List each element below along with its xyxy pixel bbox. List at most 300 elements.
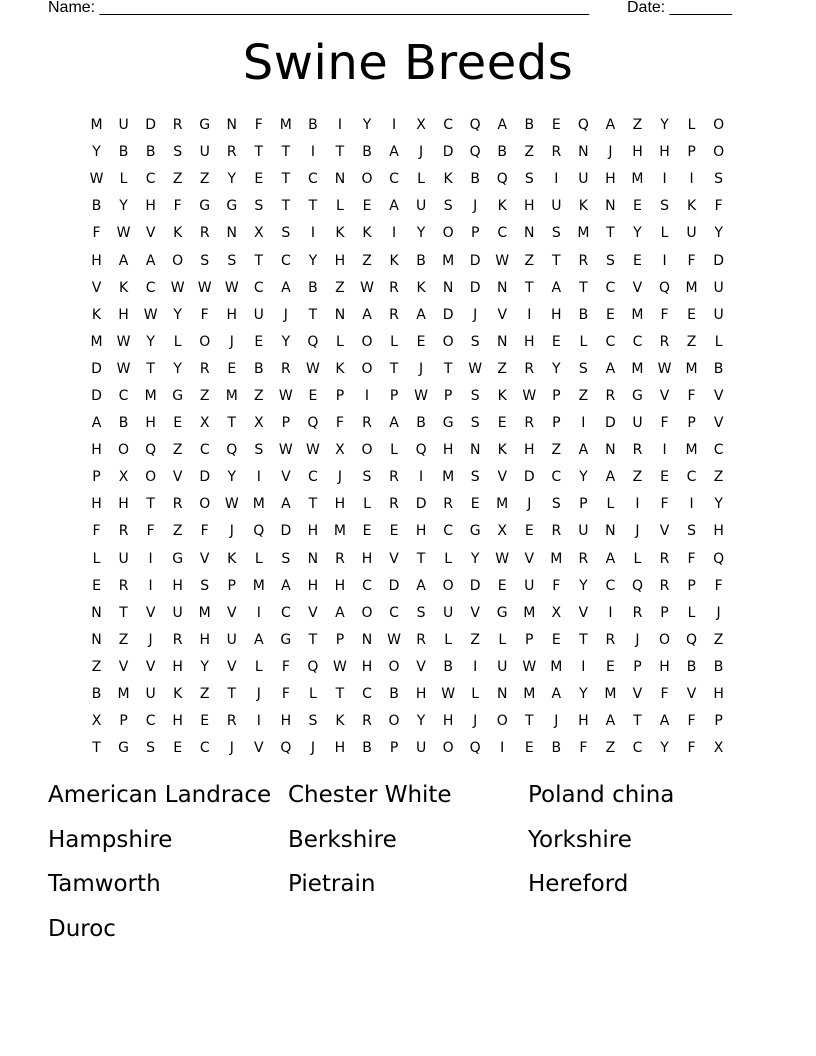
grid-cell: W [360,279,374,296]
grid-cell: R [389,279,399,296]
word-list-item: Hampshire [48,826,173,853]
word-list-item: Berkshire [288,826,397,853]
grid-cell: B [686,658,697,675]
grid-cell: R [659,550,670,567]
grid-cell: C [280,252,291,269]
grid-row [83,329,732,356]
grid-cell: J [608,144,613,161]
grid-cell: K [173,686,183,703]
grid-cell: C [497,225,508,242]
grid-cell: I [689,171,694,188]
grid-cell: D [415,496,427,513]
grid-cell: H [415,523,427,540]
grid-cell: L [308,686,317,703]
grid-cell: E [416,333,426,350]
grid-cell: F [92,523,101,540]
grid-cell: L [390,442,398,459]
grid-cell: W [116,225,131,242]
grid-cell: H [551,306,562,323]
grid-cell: A [335,604,345,621]
grid-cell: E [497,415,507,432]
grid-cell: M [252,496,265,513]
grid-cell: A [551,686,562,703]
grid-cell: S [687,523,696,540]
grid-row [83,518,732,545]
grid-cell: B [91,198,102,215]
grid-cell: J [256,686,261,703]
grid-cell: V [308,604,318,621]
grid-cell: D [523,469,535,486]
grid-cell: Y [281,333,291,350]
grid-cell: F [552,577,561,594]
grid-cell: H [713,523,724,540]
grid-cell: E [362,523,372,540]
grid-row [83,112,732,139]
grid-cell: G [226,198,238,215]
grid-row [83,681,732,708]
grid-cell: N [524,225,535,242]
grid-cell: D [145,117,156,134]
grid-cell: J [419,360,424,377]
grid-cell: L [471,686,480,703]
grid-cell: H [145,198,156,215]
grid-cell: Q [307,333,319,350]
grid-cell: Z [551,442,562,459]
grid-cell: F [254,117,263,134]
grid-cell: H [361,658,373,675]
grid-cell: Y [146,333,155,350]
grid-cell: E [173,740,183,757]
grid-cell: E [92,577,101,594]
grid-cell: F [687,550,696,567]
grid-cell: H [307,523,319,540]
grid-cell: B [416,415,426,432]
grid-cell: X [118,469,129,486]
grid-cell: A [605,117,616,134]
grid-cell: H [524,198,535,215]
grid-cell: T [92,740,101,757]
grid-cell: P [552,387,561,404]
grid-cell: A [389,144,399,161]
grid-cell: F [660,415,669,432]
grid-cell: R [659,577,670,594]
grid-cell: M [631,360,644,377]
grid-cell: E [524,740,534,757]
grid-row [83,600,732,627]
grid-cell: Q [658,279,671,296]
grid-cell: W [387,631,401,648]
name-field-label: Name: _______________________________________________________ [48,0,589,16]
grid-cell: F [687,387,696,404]
grid-cell: H [280,713,292,730]
grid-cell: V [254,740,264,757]
grid-cell: J [635,523,640,540]
grid-cell: P [687,415,696,432]
grid-cell: E [470,496,480,513]
grid-cell: J [716,604,721,621]
grid-cell: O [361,333,373,350]
grid-cell: Y [714,225,723,242]
grid-cell: N [605,198,616,215]
grid-cell: L [336,198,344,215]
grid-cell: M [523,604,536,621]
grid-cell: R [443,496,453,513]
grid-cell: A [605,550,616,567]
grid-cell: I [554,171,559,188]
grid-cell: O [361,604,373,621]
grid-cell: H [415,686,427,703]
grid-cell: N [91,631,102,648]
grid-cell: T [281,144,291,161]
grid-cell: N [334,306,346,323]
grid-row [83,193,732,220]
grid-cell: H [334,740,346,757]
grid-cell: C [308,469,318,486]
grid-cell: E [254,171,264,188]
grid-cell: T [281,171,291,188]
grid-cell: B [118,144,129,161]
grid-cell: Z [91,658,102,675]
word-list-item: Duroc [48,915,116,942]
grid-cell: R [226,144,237,161]
grid-cell: O [496,713,508,730]
grid-cell: B [389,686,399,703]
grid-cell: N [307,550,319,567]
grid-cell: R [226,713,237,730]
grid-cell: D [280,523,292,540]
grid-cell: R [551,144,562,161]
word-list-item: Yorkshire [528,826,632,853]
grid-cell: V [470,604,480,621]
grid-row [83,302,732,329]
grid-cell: U [253,306,264,323]
grid-cell: X [199,415,210,432]
grid-cell: A [281,279,291,296]
word-list-item: Poland china [528,782,675,808]
grid-cell: L [633,550,642,567]
grid-cell: U [172,604,183,621]
grid-cell: N [605,442,616,459]
grid-cell: C [118,387,129,404]
grid-cell: A [416,577,426,594]
grid-cell: Q [280,740,292,757]
letter-grid [83,112,732,762]
grid-cell: V [524,550,535,567]
grid-cell: L [687,117,696,134]
grid-cell: T [335,686,345,703]
grid-cell: Q [496,171,508,188]
grid-cell: R [172,631,183,648]
grid-cell: M [198,604,211,621]
grid-cell: E [687,306,696,323]
grid-cell: U [118,117,129,134]
grid-cell: S [281,550,291,567]
grid-cell: Y [362,117,372,134]
grid-cell: T [146,496,155,513]
grid-cell: L [444,550,453,567]
word-bank [48,780,768,958]
grid-cell: V [281,469,291,486]
grid-row [83,491,732,518]
grid-cell: J [554,713,559,730]
grid-cell: I [256,469,261,486]
grid-cell: S [470,333,480,350]
grid-cell: P [92,469,101,486]
grid-cell: E [660,469,669,486]
grid-cell: C [362,577,372,594]
grid-cell: Z [172,442,183,459]
grid-cell: X [91,713,102,730]
grid-cell: A [389,198,399,215]
grid-cell: J [473,713,478,730]
grid-cell: I [337,117,343,134]
grid-cell: K [686,198,697,215]
grid-cell: L [254,550,263,567]
grid-cell: Z [713,631,724,648]
grid-cell: R [362,415,372,432]
grid-cell: D [469,252,481,269]
grid-cell: N [334,171,346,188]
grid-cell: Q [469,117,481,134]
grid-cell: I [662,442,667,459]
grid-cell: Y [552,360,561,377]
grid-cell: U [145,686,156,703]
grid-cell: Y [227,469,237,486]
grid-cell: W [305,442,320,459]
grid-cell: S [551,225,561,242]
grid-cell: K [227,550,237,567]
grid-cell: M [550,658,563,675]
grid-cell: D [469,279,481,296]
grid-cell: V [497,469,508,486]
grid-cell: E [497,577,507,594]
grid-cell: P [470,225,480,242]
grid-cell: G [172,550,184,567]
grid-cell: H [713,686,724,703]
grid-row [83,627,732,654]
grid-cell: Y [173,360,182,377]
grid-cell: Y [714,496,723,513]
grid-cell: U [415,198,427,215]
grid-cell: Z [335,279,345,296]
grid-cell: C [145,713,156,730]
grid-cell: L [417,171,425,188]
grid-cell: M [225,387,238,404]
grid-cell: K [497,387,507,404]
grid-cell: R [551,523,562,540]
grid-cell: Z [524,144,535,161]
grid-cell: W [657,360,672,377]
grid-cell: H [605,171,616,188]
grid-cell: A [281,577,291,594]
word-list-item: Tamworth [48,871,161,897]
grid-cell: Y [308,252,318,269]
grid-cell: P [389,387,399,404]
grid-cell: W [116,333,131,350]
grid-cell: V [199,550,210,567]
grid-cell: E [362,198,372,215]
grid-cell: A [416,306,426,323]
grid-cell: L [714,333,723,350]
grid-cell: O [361,442,373,459]
grid-cell: Z [254,387,264,404]
grid-cell: C [253,279,264,296]
grid-cell: W [495,550,510,567]
grid-cell: R [605,631,616,648]
grid-cell: Z [470,631,480,648]
grid-cell: C [199,740,210,757]
grid-cell: W [414,387,428,404]
grid-cell: X [254,415,264,432]
grid-cell: K [578,198,588,215]
grid-cell: K [335,225,345,242]
grid-row [83,546,732,573]
grid-cell: U [713,279,724,296]
grid-cell: M [442,252,455,269]
grid-cell: P [579,496,588,513]
grid-cell: H [226,306,238,323]
grid-cell: M [90,333,103,350]
grid-cell: U [713,306,724,323]
grid-cell: G [172,387,184,404]
grid-cell: R [416,631,426,648]
grid-cell: H [334,496,346,513]
grid-cell: W [89,171,104,188]
grid-cell: K [497,442,507,459]
grid-cell: L [579,333,588,350]
grid-row [83,410,732,437]
grid-cell: Y [633,225,642,242]
grid-row [83,275,732,302]
word-list-item: Pietrain [288,871,376,897]
grid-cell: A [118,252,129,269]
grid-cell: L [498,631,507,648]
grid-cell: Y [579,686,588,703]
grid-cell: L [660,225,669,242]
grid-cell: F [173,198,182,215]
grid-cell: I [310,144,315,161]
grid-cell: J [419,144,424,161]
grid-cell: P [119,713,128,730]
grid-cell: L [173,333,182,350]
grid-cell: I [256,713,261,730]
grid-cell: I [635,496,640,513]
grid-cell: Y [660,740,669,757]
grid-cell: U [497,658,508,675]
grid-cell: S [524,171,534,188]
grid-cell: X [335,442,345,459]
grid-cell: J [229,740,234,757]
grid-cell: Y [660,117,669,134]
grid-cell: Y [200,658,209,675]
grid-cell: G [199,198,211,215]
grid-cell: P [687,577,696,594]
grid-cell: N [226,225,237,242]
grid-cell: H [334,577,346,594]
grid-row [83,139,732,166]
grid-cell: M [117,686,130,703]
grid-cell: F [660,306,669,323]
grid-cell: B [713,658,724,675]
grid-cell: E [551,117,561,134]
grid-cell: I [527,306,532,323]
grid-cell: W [143,306,158,323]
grid-cell: R [632,442,643,459]
grid-cell: I [256,604,261,621]
grid-cell: X [254,225,264,242]
grid-cell: D [91,387,102,404]
grid-cell: C [145,171,156,188]
grid-cell: C [632,333,643,350]
grid-cell: P [227,577,236,594]
grid-cell: J [310,740,315,757]
grid-cell: F [687,252,696,269]
grid-row [83,708,732,735]
grid-cell: Z [172,171,183,188]
grid-cell: J [148,631,153,648]
grid-cell: I [148,550,153,567]
grid-cell: T [524,713,534,730]
grid-cell: U [551,198,562,215]
grid-cell: R [605,387,616,404]
grid-cell: O [442,333,454,350]
grid-cell: W [495,252,510,269]
grid-cell: T [335,144,345,161]
grid-cell: M [685,279,698,296]
grid-cell: Z [497,360,508,377]
grid-cell: T [308,306,318,323]
grid-cell: R [389,469,399,486]
grid-cell: K [335,360,345,377]
grid-cell: I [662,252,667,269]
word-list-item: American Landrace [48,782,272,808]
grid-row [83,735,732,762]
grid-cell: U [226,631,237,648]
grid-cell: W [224,496,239,513]
grid-cell: I [689,496,694,513]
grid-cell: T [579,279,588,296]
grid-cell: N [91,604,102,621]
grid-cell: B [470,171,480,188]
grid-cell: O [172,252,184,269]
grid-cell: F [200,523,209,540]
grid-cell: R [118,577,129,594]
grid-row [83,573,732,600]
grid-cell: M [279,117,292,134]
grid-cell: W [522,658,537,675]
grid-cell: Q [713,550,725,567]
grid-cell: V [226,604,237,621]
grid-cell: K [173,225,183,242]
grid-cell: Z [524,252,535,269]
grid-cell: O [713,117,725,134]
grid-cell: C [362,686,372,703]
grid-cell: H [334,252,346,269]
grid-cell: A [254,631,264,648]
grid-cell: H [524,442,535,459]
grid-cell: F [281,686,290,703]
grid-cell: S [714,171,724,188]
grid-cell: V [632,279,643,296]
grid-cell: N [361,631,373,648]
grid-cell: R [632,604,643,621]
grid-cell: M [685,442,698,459]
grid-cell: A [578,442,589,459]
grid-cell: Z [362,252,372,269]
grid-cell: V [659,523,670,540]
grid-cell: E [605,306,615,323]
grid-cell: W [170,279,185,296]
